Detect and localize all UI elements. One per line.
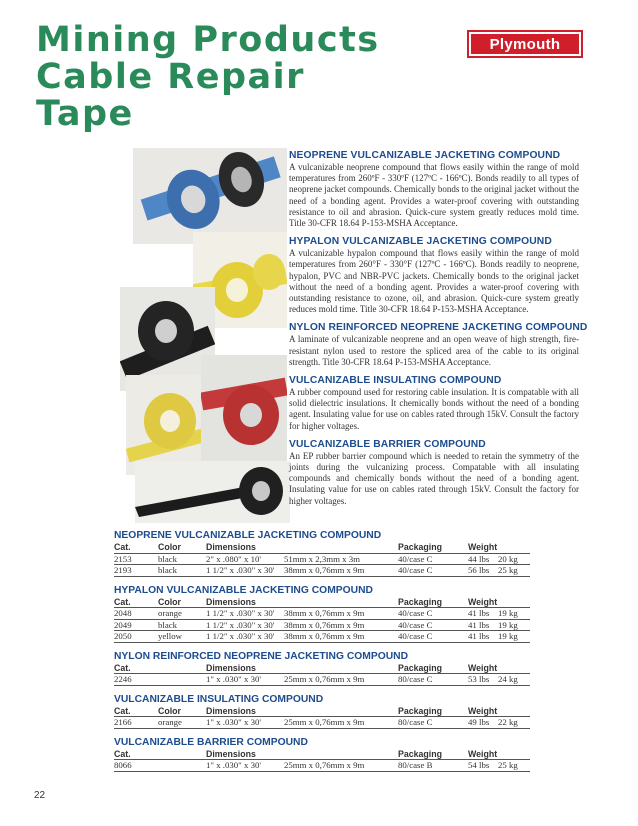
section-barrier bbox=[289, 439, 579, 507]
cell-packaging: 40/case C bbox=[398, 553, 433, 564]
cell-kg: 22 kg bbox=[498, 717, 518, 727]
cell-lbs: 44 lbs bbox=[468, 553, 490, 564]
table-row bbox=[114, 619, 530, 631]
cell-cat: 2049 bbox=[114, 619, 132, 630]
header-color: Color bbox=[158, 705, 181, 716]
cell-dim-in: 1" x .030" x 30' bbox=[206, 760, 261, 770]
cell-kg: 24 kg bbox=[498, 674, 518, 684]
section-heading: HYPALON VULCANIZABLE JACKETING COMPOUND bbox=[289, 236, 552, 248]
title-line-1: Mining Products bbox=[36, 20, 380, 60]
tape-photo-blue-black bbox=[133, 148, 287, 244]
title-line-2: Cable Repair bbox=[36, 57, 305, 97]
cell-dim-in: 1 1/2" x .030" x 30' bbox=[206, 608, 275, 618]
cell-dim-in: 1" x .030" x 30' bbox=[206, 674, 261, 684]
section-body: A vulcanizable neoprene compound that flows easily within the range of mold temperatures from 260ºF - 330ºF (127ºC - 166ºC). Bonds readily to all types of neoprene jacket compounds. Chemically bonds to the original jacket without the need of a bonding agent. Provides a water-proof covering with outstanding resistance to oil and abrasion. Quick-cure system greatly reduces mold time. Title 30-CFR 18.64 P-153-MSHA Acceptance. bbox=[289, 162, 579, 229]
table-row bbox=[114, 717, 530, 729]
cell-cat: 2166 bbox=[114, 717, 132, 727]
cell-color: orange bbox=[158, 717, 182, 727]
cell-lbs: 41 lbs bbox=[468, 619, 490, 630]
header-packaging: Packaging bbox=[398, 662, 443, 673]
cell-dim-mm: 25mm x 0,76mm x 9m bbox=[284, 760, 365, 770]
header-weight: Weight bbox=[468, 662, 498, 673]
header-cat: Cat. bbox=[114, 748, 131, 759]
cell-kg: 20 kg bbox=[498, 553, 518, 564]
header-dimensions: Dimensions bbox=[206, 705, 256, 716]
cell-packaging: 80/case C bbox=[398, 717, 433, 727]
product-descriptions bbox=[289, 150, 588, 514]
table-neoprene bbox=[114, 530, 534, 577]
header-dimensions: Dimensions bbox=[206, 748, 256, 759]
cell-dim-mm: 38mm x 0,76mm x 9m bbox=[284, 608, 365, 618]
cell-cat: 2153 bbox=[114, 553, 132, 564]
cell-dim-mm: 51mm x 2,3mm x 3m bbox=[284, 553, 360, 564]
header-weight: Weight bbox=[468, 748, 498, 759]
cell-cat: 8066 bbox=[114, 760, 132, 770]
header-color: Color bbox=[158, 596, 181, 607]
cell-color bbox=[158, 674, 206, 686]
cell-color: black bbox=[158, 553, 178, 564]
section-body: A vulcanizable hypalon compound that flows easily within the range of mold temperatures from 260°F - 330°F (127ºC - 166ºC). Bonds readily to neoprene, hypalon, PVC and NBR-PVC jackets. Chemically bonds to the original jacket without the need of a bonding agent. Provides a water-proof covering with outstanding resistance to ozone, oil, and abrasion. Quick-cure system greatly reduces mold time. Title 30-CFR 18.64 P-153-MSHA Acceptance. bbox=[289, 248, 579, 315]
header-packaging: Packaging bbox=[398, 748, 443, 759]
cell-kg: 25 kg bbox=[498, 760, 518, 770]
cell-lbs: 54 lbs bbox=[468, 760, 490, 770]
table-barrier bbox=[114, 737, 534, 772]
table-header-row bbox=[114, 542, 530, 553]
table-row bbox=[114, 674, 530, 686]
cell-kg: 25 kg bbox=[498, 565, 518, 575]
table-row bbox=[114, 565, 530, 577]
table-header-row bbox=[114, 663, 530, 674]
table-row bbox=[114, 631, 530, 643]
cell-dim-mm: 25mm x 0,76mm x 9m bbox=[284, 674, 365, 684]
cell-lbs: 41 lbs bbox=[468, 608, 490, 618]
section-heading: VULCANIZABLE INSULATING COMPOUND bbox=[289, 375, 502, 387]
cell-dim-mm: 25mm x 0,76mm x 9m bbox=[284, 717, 365, 727]
cell-kg: 19 kg bbox=[498, 608, 518, 618]
table-header-row bbox=[114, 597, 530, 608]
header-dimensions: Dimensions bbox=[206, 542, 256, 552]
header-cat: Cat. bbox=[114, 596, 131, 607]
header-dimensions: Dimensions bbox=[206, 662, 256, 673]
cell-lbs: 53 lbs bbox=[468, 674, 490, 684]
header-packaging: Packaging bbox=[398, 705, 443, 716]
spec-tables bbox=[114, 530, 534, 780]
header-weight: Weight bbox=[468, 542, 498, 552]
header-weight: Weight bbox=[468, 596, 498, 607]
cell-packaging: 40/case C bbox=[398, 565, 433, 575]
cell-color: black bbox=[158, 619, 178, 630]
cell-color: orange bbox=[158, 608, 182, 618]
cell-packaging: 40/case C bbox=[398, 608, 433, 618]
table-row bbox=[114, 608, 530, 620]
cell-lbs: 56 lbs bbox=[468, 565, 490, 575]
tape-photo-black-strip bbox=[135, 461, 290, 523]
table-title: NYLON REINFORCED NEOPRENE JACKETING COMPOUND bbox=[114, 650, 409, 662]
section-nylon bbox=[289, 322, 588, 368]
cell-cat: 2246 bbox=[114, 674, 132, 684]
cell-dim-mm: 38mm x 0,76mm x 9m bbox=[284, 565, 365, 575]
cell-dim-in: 1" x .030" x 30' bbox=[206, 717, 261, 727]
table-title: NEOPRENE VULCANIZABLE JACKETING COMPOUND bbox=[114, 530, 382, 541]
table-title: VULCANIZABLE INSULATING COMPOUND bbox=[114, 693, 324, 705]
cell-lbs: 49 lbs bbox=[468, 717, 490, 727]
header-cat: Cat. bbox=[114, 705, 131, 716]
table-row bbox=[114, 760, 530, 772]
page-number: 22 bbox=[34, 790, 46, 801]
section-insulating bbox=[289, 375, 579, 432]
header-weight: Weight bbox=[468, 705, 498, 716]
title-line-3: Tape bbox=[36, 94, 134, 134]
cell-packaging: 80/case C bbox=[398, 674, 433, 684]
cell-dim-mm: 38mm x 0,76mm x 9m bbox=[284, 631, 365, 641]
cell-dim-in: 2" x .080" x 10' bbox=[206, 553, 261, 564]
page-title bbox=[36, 22, 380, 133]
cell-packaging: 40/case C bbox=[398, 631, 433, 641]
cell-dim-in: 1 1/2" x .030" x 30' bbox=[206, 565, 275, 575]
table-row bbox=[114, 553, 530, 565]
section-body: A rubber compound used for restoring cable insulation. It is compatable with all solid dielectric insulations. It chemically bonds without the need of a bonding agent. Insulating value for use on cables rated through 15kV. Consult the factory for higher voltages. bbox=[289, 387, 579, 431]
section-heading: NYLON REINFORCED NEOPRENE JACKETING COMPOUND bbox=[289, 322, 588, 334]
header-packaging: Packaging bbox=[398, 596, 443, 607]
table-hypalon bbox=[114, 585, 534, 643]
section-body: An EP rubber barrier compound which is needed to retain the symmetry of the joints during the vulcanizing process. Compatable with all insulating compounds and chemically bonds without the need of a bonding agent. Insulating value for use on cables rated through 15kV. Consult the factory for higher voltages. bbox=[289, 450, 579, 506]
cell-lbs: 41 lbs bbox=[468, 631, 490, 641]
cell-packaging: 40/case C bbox=[398, 619, 433, 630]
table-header-row bbox=[114, 706, 530, 717]
cell-cat: 2193 bbox=[114, 565, 132, 575]
cell-kg: 19 kg bbox=[498, 631, 518, 641]
cell-cat: 2050 bbox=[114, 631, 132, 641]
header-packaging: Packaging bbox=[398, 542, 443, 552]
table-insulating bbox=[114, 694, 534, 729]
table-nylon bbox=[114, 651, 534, 686]
cell-packaging: 80/case B bbox=[398, 760, 433, 770]
cell-color: black bbox=[158, 565, 178, 575]
tape-photo-red bbox=[201, 355, 287, 462]
cell-kg: 19 kg bbox=[498, 619, 518, 630]
cell-color: yellow bbox=[158, 631, 182, 641]
table-title: VULCANIZABLE BARRIER COMPOUND bbox=[114, 736, 308, 748]
table-header-row bbox=[114, 749, 530, 760]
table-title: HYPALON VULCANIZABLE JACKETING COMPOUND bbox=[114, 584, 373, 596]
section-body: A laminate of vulcanizable neoprene and an open weave of high strength, fire-resistant nylon used to restore the spliced area of the cable to its original strength. Title 30-CFR 18.64 P-153-MSHA Acceptance. bbox=[289, 334, 579, 367]
plymouth-logo: Plymouth bbox=[467, 30, 583, 58]
cell-dim-in: 1 1/2" x .030" x 30' bbox=[206, 631, 275, 641]
header-cat: Cat. bbox=[114, 542, 131, 552]
cell-color bbox=[158, 760, 206, 772]
section-heading: NEOPRENE VULCANIZABLE JACKETING COMPOUND bbox=[289, 150, 561, 161]
section-heading: VULCANIZABLE BARRIER COMPOUND bbox=[289, 438, 486, 450]
header-color: Color bbox=[158, 542, 181, 552]
header-dimensions: Dimensions bbox=[206, 596, 256, 607]
section-neoprene bbox=[289, 150, 579, 229]
header-cat: Cat. bbox=[114, 662, 131, 673]
cell-dim-in: 1 1/2" x .030" x 30' bbox=[206, 619, 275, 630]
section-hypalon bbox=[289, 236, 579, 315]
cell-dim-mm: 38mm x 0,76mm x 9m bbox=[284, 619, 365, 630]
cell-cat: 2048 bbox=[114, 608, 132, 618]
